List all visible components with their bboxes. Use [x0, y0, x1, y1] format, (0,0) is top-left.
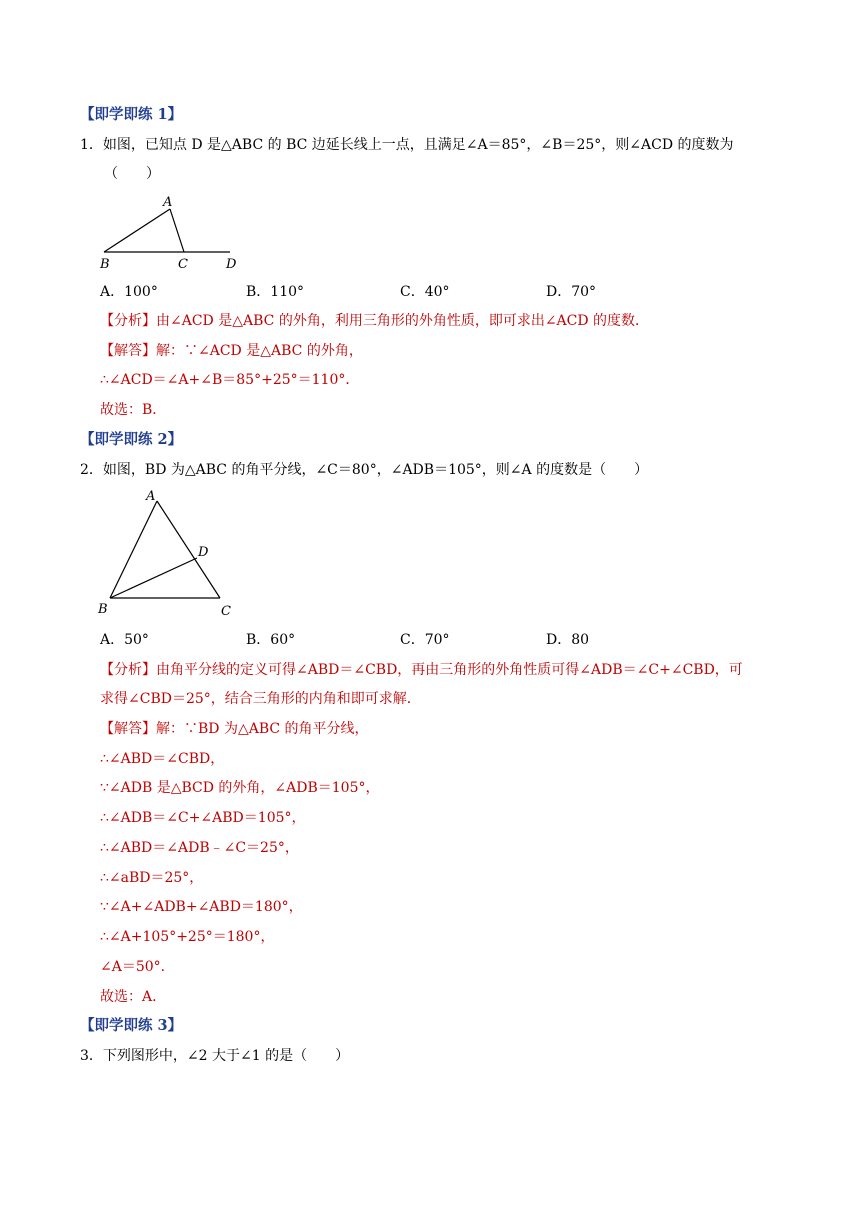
q1-solution-line-1: 【解答】解：∵∠ACD 是△ABC 的外角， [100, 343, 363, 359]
q2-solution-line-10: 故选：A． [100, 989, 167, 1005]
section-header-2: 【即学即练 2】 [80, 431, 183, 448]
q2-option-a: A．50° [100, 632, 149, 648]
q2-solution-line-9: ∠A＝50°． [100, 959, 175, 975]
label-c: C [178, 257, 188, 272]
question-1-text: 1．如图，已知点 D 是△ABC 的 BC 边延长线上一点，且满足∠A＝85°，∠B＝25°，则∠ACD 的度数为 [80, 137, 734, 153]
label-a: A [163, 195, 173, 210]
q2-option-c: C．70° [400, 632, 450, 648]
q2-option-d: D．80 [546, 632, 590, 648]
q2-solution-line-3: ∵∠ADB 是△BCD 的外角，∠ADB＝105°， [100, 780, 380, 796]
label-d: D [226, 257, 237, 272]
figure-triangle-abc-extended [96, 190, 246, 272]
q2-solution-line-7: ∵∠A+∠ADB+∠ABD＝180°， [100, 899, 303, 915]
q1-option-d: D．70° [546, 284, 597, 300]
q2-analysis-line-2: 求得∠CBD＝25°，结合三角形的内角和即可求解． [100, 691, 421, 707]
segment-ac [157, 501, 220, 598]
label-b: B [100, 257, 110, 272]
q1-analysis: 【分析】由∠ACD 是△ABC 的外角，利用三角形的外角性质，即可求出∠ACD 的度数． [100, 313, 650, 329]
q2-option-b: B．60° [246, 632, 296, 648]
question-3-text: 3．下列图形中，∠2 大于∠1 的是（ ） [80, 1048, 350, 1064]
q2-solution-line-2: ∴∠ABD＝∠CBD， [100, 751, 225, 767]
q2-solution-line-8: ∴∠A+105°+25°＝180°， [100, 929, 275, 945]
question-2-text: 2．如图，BD 为△ABC 的角平分线，∠C＝80°，∠ADB＝105°，则∠A 的度数是（ ） [80, 462, 649, 478]
q1-solution-line-2: ∴∠ACD＝∠A+∠B＝85°+25°＝110°． [100, 372, 360, 388]
q1-option-a: A．100° [100, 284, 158, 300]
q1-solution-line-3: 故选：B． [100, 402, 167, 418]
segment-ab [104, 209, 170, 252]
q1-option-b: B．110° [246, 284, 305, 300]
figure-triangle-abc-bisector [94, 486, 244, 620]
segment-bd [110, 558, 197, 598]
label-c: C [221, 604, 231, 619]
label-a: A [146, 489, 156, 504]
q2-solution-line-5: ∴∠ABD＝∠ADB﹣∠C＝25°， [100, 840, 299, 856]
q2-solution-line-6: ∴∠aBD＝25°， [100, 870, 204, 886]
label-d: D [198, 545, 209, 560]
q2-solution-line-4: ∴∠ADB＝∠C+∠ABD＝105°， [100, 810, 306, 826]
q2-analysis-line-1: 【分析】由角平分线的定义可得∠ABD＝∠CBD，再由三角形的外角性质可得∠ADB＝∠C+∠CBD，可 [100, 662, 743, 678]
section-header-1: 【即学即练 1】 [80, 106, 183, 123]
segment-ac [170, 209, 184, 252]
question-1-blank: （ ） [104, 166, 160, 182]
segment-ab [110, 501, 157, 598]
section-header-3: 【即学即练 3】 [80, 1017, 183, 1034]
label-b: B [98, 602, 108, 617]
q1-option-c: C．40° [400, 284, 450, 300]
q2-solution-line-1: 【解答】解：∵BD 为△ABC 的角平分线， [100, 721, 369, 737]
